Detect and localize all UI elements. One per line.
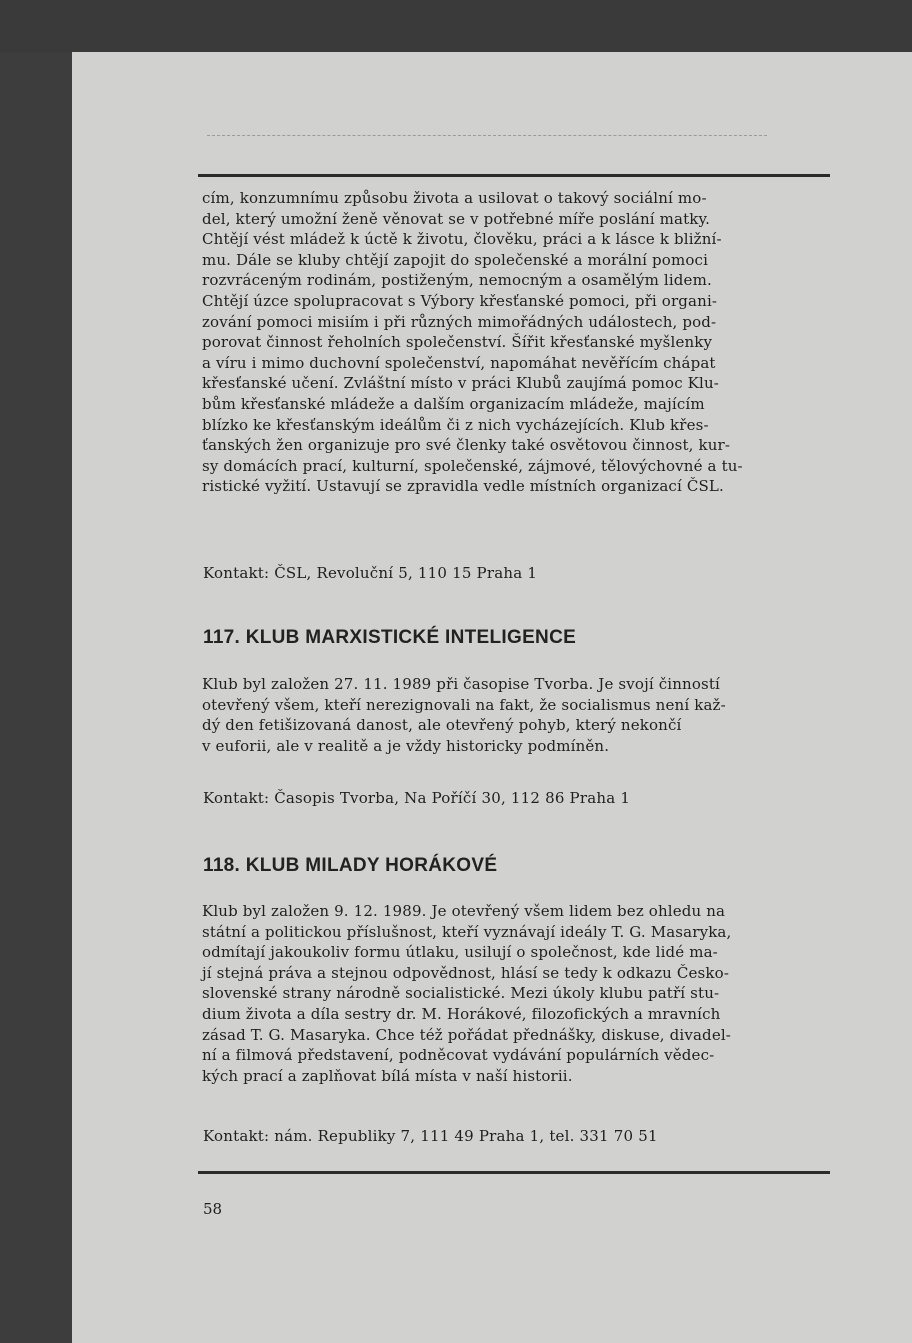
top-rule	[198, 174, 830, 177]
text-line: porovat činnost řeholních společenství. Šířit křesťanské myšlenky	[202, 333, 713, 352]
section-118-heading: 118. KLUB MILADY HORÁKOVÉ	[203, 855, 498, 876]
text-line: ní a filmová představení, podněcovat vydávání populárních vědec-	[202, 1046, 715, 1065]
text-line: kých prací a zaplňovat bílá místa v naší historii.	[202, 1066, 573, 1085]
bottom-rule	[198, 1171, 830, 1174]
text-line: cím, konzumnímu způsobu života a usilovat o takový sociální mo-	[202, 189, 707, 207]
text-line: jí stejná práva a stejnou odpovědnost, hlásí se tedy k odkazu Česko-	[202, 963, 730, 982]
intro-paragraph	[202, 188, 842, 497]
text-line: Chtějí úzce spolupracovat s Výbory křesťanské pomoci, při organi-	[202, 291, 718, 310]
faint-header-dashes	[207, 135, 767, 136]
text-line: Chtějí vést mládež k úctě k životu, člověku, práci a k lásce k bližní-	[202, 230, 722, 249]
text-line: dium života a díla sestry dr. M. Horákové, filozofických a mravních	[202, 1004, 721, 1023]
page-number: 58	[203, 1200, 223, 1218]
text-line: del, který umožní ženě věnovat se v potřebné míře poslání matky.	[202, 209, 711, 228]
text-line: odmítají jakoukoliv formu útlaku, usilují o společnost, kde lidé ma-	[202, 943, 718, 962]
text-line: státní a politickou příslušnost, kteří vyznávají ideály T. G. Masaryka,	[202, 922, 732, 941]
text-line: dý den fetišizovaná danost, ale otevřený pohyb, který nekončí	[202, 716, 682, 735]
scan-background-strip	[0, 0, 912, 52]
text-line: zování pomoci misiím i při různých mimořádných událostech, pod-	[202, 312, 717, 331]
intro-contact: Kontakt: ČSL, Revoluční 5, 110 15 Praha 1	[203, 564, 538, 582]
text-line: křesťanské učení. Zvláštní místo v práci Klubů zaujímá pomoc Klu-	[202, 374, 720, 393]
text-line: a víru i mimo duchovní společenství, napomáhat nevěřícím chápat	[202, 353, 716, 372]
section-118-contact: Kontakt: nám. Republiky 7, 111 49 Praha 1, tel. 331 70 51	[203, 1127, 658, 1145]
book-page	[72, 52, 912, 1343]
section-117-paragraph	[202, 674, 842, 756]
text-line: v euforii, ale v realitě a je vždy historicky podmíněn.	[202, 736, 610, 755]
section-118-paragraph	[202, 901, 842, 1086]
text-line: sy domácích prací, kulturní, společenské, zájmové, tělovýchovné a tu-	[202, 456, 743, 475]
text-line: bům křesťanské mládeže a dalším organizacím mládeže, majícím	[202, 394, 705, 413]
text-line: slovenské strany národně socialistické. Mezi úkoly klubu patří stu-	[202, 984, 720, 1003]
text-line: ťanských žen organizuje pro své členky také osvětovou činnost, kur-	[202, 436, 731, 455]
text-line: blízko ke křesťanským ideálům či z nich vycházejících. Klub křes-	[202, 415, 709, 434]
text-line: Klub byl založen 27. 11. 1989 při časopise Tvorba. Je svojí činností	[202, 675, 721, 693]
text-line: zásad T. G. Masaryka. Chce též pořádat přednášky, diskuse, divadel-	[202, 1025, 732, 1044]
section-117-contact: Kontakt: Časopis Tvorba, Na Poříčí 30, 112 86 Praha 1	[203, 789, 631, 807]
text-line: Klub byl založen 9. 12. 1989. Je otevřený všem lidem bez ohledu na	[202, 902, 726, 920]
section-117-heading: 117. KLUB MARXISTICKÉ INTELIGENCE	[203, 627, 577, 648]
text-line: rozvráceným rodinám, postiženým, nemocným a osamělým lidem.	[202, 271, 712, 290]
text-line: mu. Dále se kluby chtějí zapojit do společenské a morální pomoci	[202, 250, 709, 269]
text-line: otevřený všem, kteří nerezignovali na fakt, že socialismus není kaž-	[202, 695, 726, 714]
text-line: ristické vyžití. Ustavují se zpravidla vedle místních organizací ČSL.	[202, 477, 724, 496]
